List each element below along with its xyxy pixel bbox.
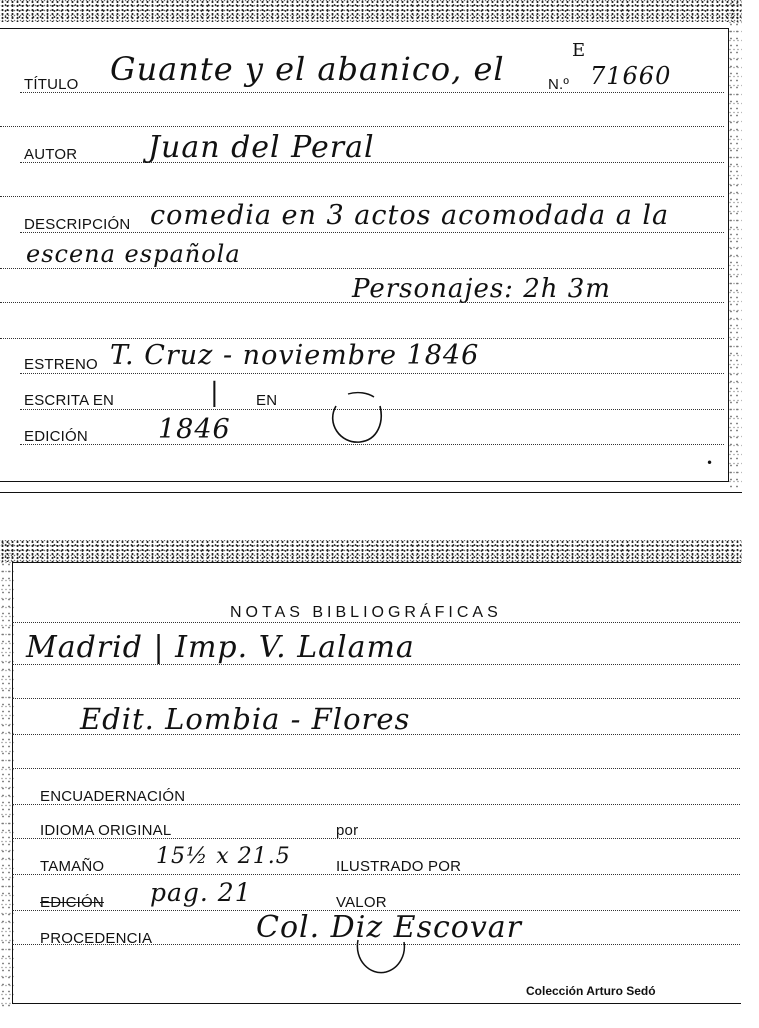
collection-footer: Colección Arturo Sedó — [526, 984, 656, 998]
numero-label: N.º — [548, 76, 570, 93]
rule-line — [0, 126, 724, 127]
autor-label: AUTOR — [24, 146, 78, 163]
descripcion-label: DESCRIPCIÓN — [24, 216, 131, 233]
scan-noise-top — [0, 540, 742, 562]
hand-circle-mark — [326, 388, 386, 446]
scan-noise-right — [728, 0, 742, 488]
edicion-value: 1846 — [158, 414, 231, 445]
escrita-label: ESCRITA EN — [24, 392, 115, 409]
rule-line — [12, 768, 740, 769]
por-label: por — [336, 822, 359, 839]
numero-prefix: E — [572, 40, 587, 61]
numero-value: 71660 — [590, 62, 672, 90]
autor-value: Juan del Peral — [148, 130, 375, 165]
rule-line — [12, 698, 740, 699]
rule-line — [20, 92, 724, 93]
en-label: EN — [256, 392, 278, 409]
notes-line-2: Edit. Lombia - Flores — [80, 702, 411, 736]
titulo-label: TÍTULO — [24, 76, 79, 93]
tamano-value: 15½ x 21.5 — [156, 844, 291, 869]
rule-line — [0, 268, 724, 269]
encuadernacion-label: ENCUADERNACIÓN — [40, 788, 186, 805]
hand-loop-mark — [352, 934, 412, 980]
estreno-value: T. Cruz - noviembre 1846 — [110, 340, 480, 371]
descripcion-value-2: escena española — [26, 240, 241, 268]
edicion-value: pag. 21 — [150, 878, 252, 907]
tamano-label: TAMAÑO — [40, 858, 105, 875]
scan-noise-top — [0, 0, 742, 22]
rule-line — [12, 622, 740, 623]
notes-title: NOTAS BIBLIOGRÁFICAS — [230, 604, 502, 621]
catalog-card-back — [0, 540, 742, 1010]
descripcion-value-1: comedia en 3 actos acomodada a la — [150, 200, 670, 231]
escrita-mark: | — [210, 378, 220, 408]
personajes-value: Personajes: 2h 3m — [352, 274, 611, 304]
idioma-label: IDIOMA ORIGINAL — [40, 822, 172, 839]
valor-label: VALOR — [336, 894, 387, 911]
edicion-label-struck: EDICIÓN — [40, 894, 104, 911]
rule-line — [0, 338, 724, 339]
procedencia-label: PROCEDENCIA — [40, 930, 153, 947]
rule-line — [0, 196, 724, 197]
ink-dot: • — [706, 456, 715, 470]
titulo-value: Guante y el abanico, el — [110, 50, 505, 88]
edicion-label: EDICIÓN — [24, 428, 88, 445]
catalog-card-front — [0, 0, 742, 488]
card-separator — [0, 492, 742, 493]
notes-line-1: Madrid | Imp. V. Lalama — [26, 630, 415, 665]
procedencia-value: Col. Diz Escovar — [256, 910, 523, 945]
ilustrado-label: ILUSTRADO POR — [336, 858, 462, 875]
rule-line — [20, 373, 724, 374]
estreno-label: ESTRENO — [24, 356, 98, 373]
